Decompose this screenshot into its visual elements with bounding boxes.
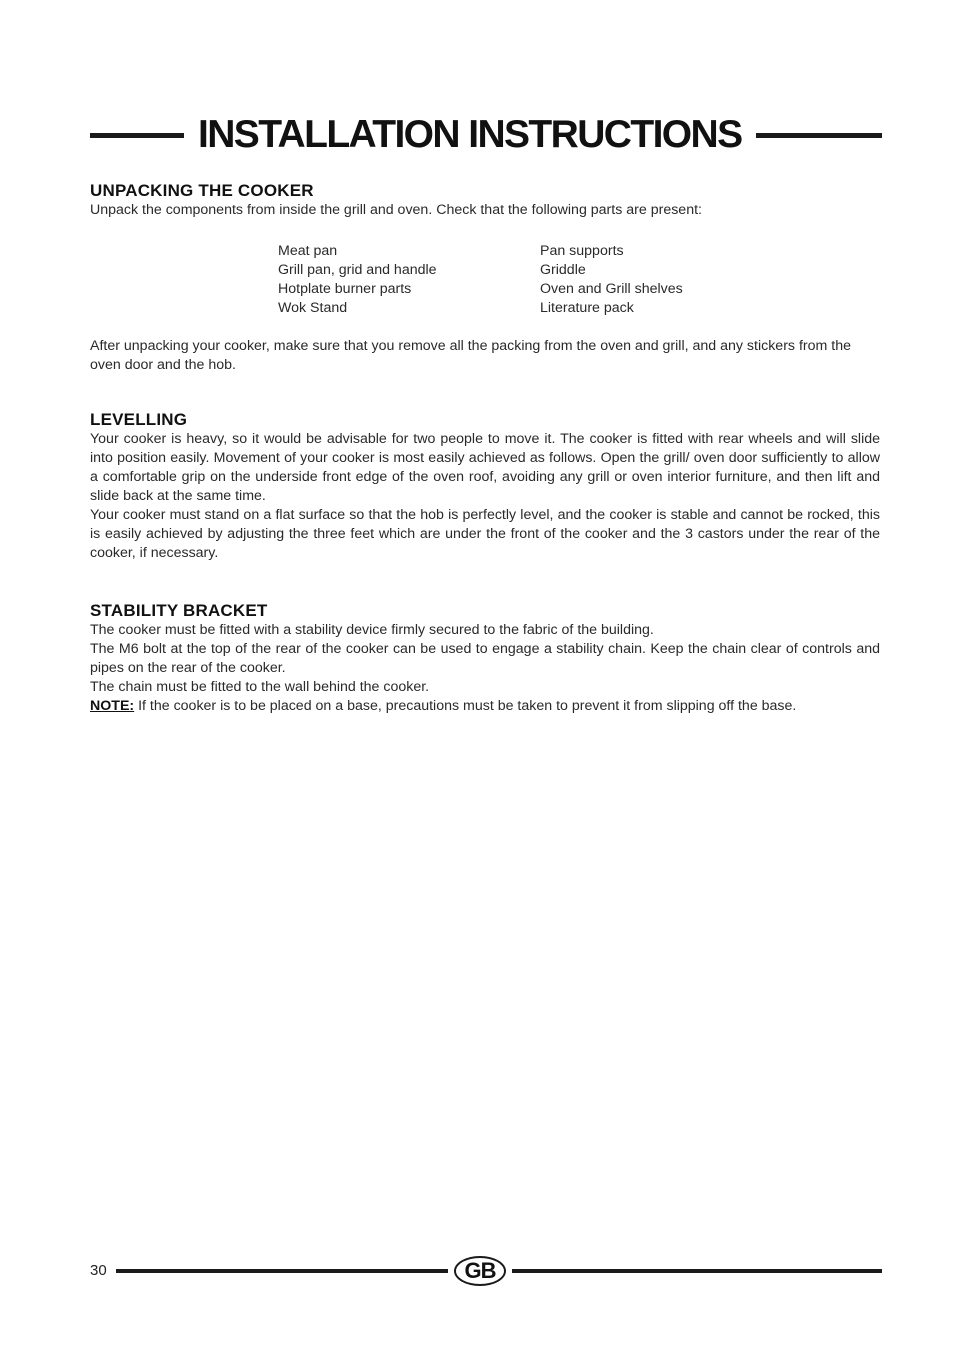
- unpacking-after: After unpacking your cooker, make sure that you remove all the packing from the oven and grill, and any stickers from the oven door and the hob.: [90, 338, 851, 373]
- note-text: If the cooker is to be placed on a base, precautions must be taken to prevent it from slipping off the base.: [134, 698, 797, 714]
- section-stability: [90, 601, 880, 716]
- stability-paragraph-1: The cooker must be fitted with a stability device firmly secured to the fabric of the building.: [90, 622, 654, 638]
- list-item: Literature pack: [540, 300, 634, 316]
- parts-list: [278, 242, 778, 318]
- list-item: Grill pan, grid and handle: [278, 262, 437, 278]
- heading-stability: STABILITY BRACKET: [90, 601, 268, 620]
- stability-note: [90, 697, 880, 716]
- parts-column-1: [278, 242, 540, 318]
- section-unpacking: [90, 181, 880, 220]
- unpacking-intro: Unpack the components from inside the grill and oven. Check that the following parts are present:: [90, 202, 702, 218]
- stability-paragraph-2: The M6 bolt at the top of the rear of the cooker can be used to engage a stability chain. Keep the chain clear of controls and pipes on the rear of the cooker.: [90, 641, 880, 676]
- list-item: Pan supports: [540, 243, 624, 259]
- levelling-paragraph-1: Your cooker is heavy, so it would be advisable for two people to move it. The cooker is fitted with rear wheels and will slide into position easily. Movement of your cooker is most easily achieved as follows. Open the grill/ oven door sufficiently to allow a comfortable grip on the underside front edge of the oven roof, avoiding any grill or oven interior furniture, and then lift and slide back at the same time.: [90, 431, 880, 504]
- list-item: Hotplate burner parts: [278, 281, 412, 297]
- page-title: INSTALLATION INSTRUCTIONS: [198, 113, 742, 156]
- list-item: Oven and Grill shelves: [540, 281, 683, 297]
- country-badge: GB: [454, 1256, 506, 1286]
- page-title-bar: [90, 112, 882, 158]
- list-item: Wok Stand: [278, 300, 348, 316]
- title-rule-left: [90, 133, 184, 138]
- footer-rule-left: [116, 1269, 448, 1273]
- parts-column-2: [540, 242, 683, 318]
- list-item: Meat pan: [278, 243, 338, 259]
- page-number: 30: [90, 1262, 107, 1279]
- section-levelling: [90, 410, 880, 563]
- list-item: Griddle: [540, 262, 586, 278]
- note-label: NOTE:: [90, 698, 135, 714]
- heading-levelling: LEVELLING: [90, 410, 188, 429]
- title-rule-right: [756, 133, 882, 138]
- footer-rule-right: [512, 1269, 882, 1273]
- heading-unpacking: UNPACKING THE COOKER: [90, 181, 314, 200]
- stability-paragraph-3: The chain must be fitted to the wall behind the cooker.: [90, 679, 430, 695]
- page-footer: [90, 1253, 882, 1289]
- unpacking-after-block: [90, 337, 880, 375]
- levelling-paragraph-2: Your cooker must stand on a flat surface so that the hob is perfectly level, and the cooker is stable and cannot be rocked, this is easily achieved by adjusting the three feet which are under the front of the cooker and the 3 castors under the rear of the cooker, if necessary.: [90, 507, 880, 561]
